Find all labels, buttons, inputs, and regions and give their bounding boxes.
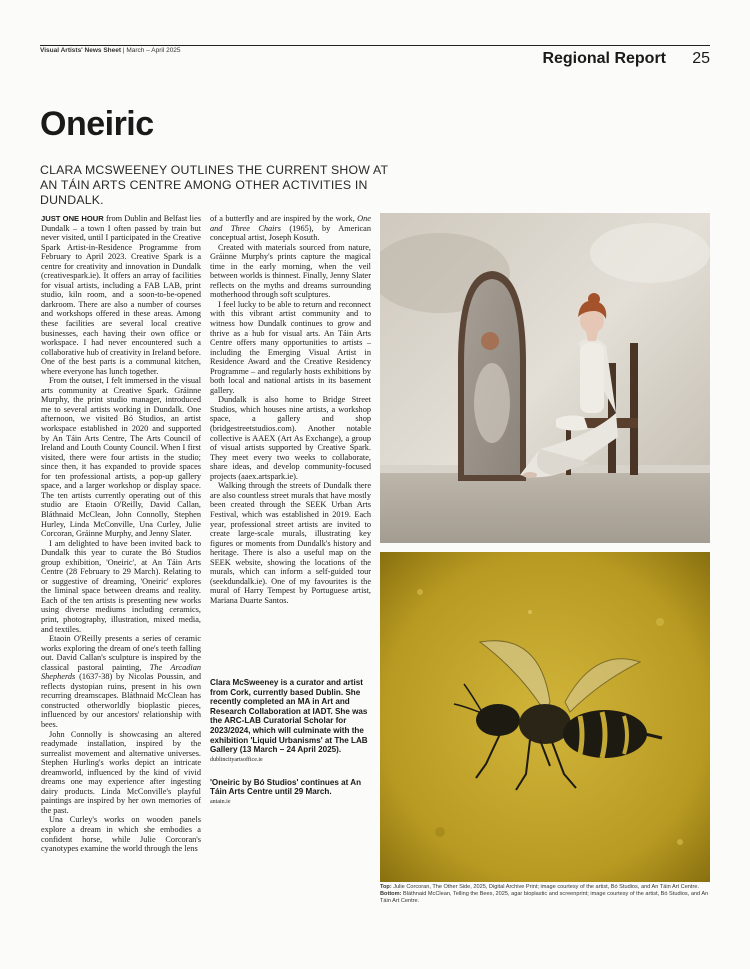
photo-illustration-bee [380,552,710,882]
artwork-title: The Arcadian Shepherds [41,662,201,682]
author-bio [210,678,372,806]
issue-date: March – April 2025 [126,47,181,54]
exhibition-note: 'Oneiric by Bó Studios' continues at An Táin Arts Centre until 29 March. [210,777,362,797]
paragraph: Una Curley's works on wooden panels explore a dream in which she embodies a confident horse, while Julie Corcoran's cyanotypes examine the world through the lens [41,815,201,854]
paragraph [210,214,371,243]
paragraph: Dundalk is also home to Bridge Street Studios, which houses nine artists, a workshop space, a gallery and shop (bridgestreetstudios.com). Another notable collective is AAEX (Art As Exchange), a group of visual artists supported by Creative Spark. They meet every two weeks to collaborate, share ideas, and develop community-focused projects (aaex.artspark.ie). [210,395,371,481]
page-number: 25 [692,50,710,67]
section-title: Regional Report [542,50,666,67]
paragraph-text: of a butterfly and are inspired by the work, [210,214,358,223]
photo-illustration-woman-mirror [380,213,710,543]
bio-link[interactable]: dublincityartsoffice.ie [210,756,263,763]
paragraph: Walking through the streets of Dundalk there are also countless street murals that have mostly been created through the SEEK Urban Arts Festival, which was established in 2019. Each year, professional street artists are invited to create large-scale murals, illustrating key figures or moments from Dundalk's history and heritage. There is also a useful map on the SEEK website, showing the locations of the murals, which can inform a self-guided tour (seekdundalk.ie). One of my favourites is the mural of Harry Tempest by Portuguese artist, Mariana Duarte Santos. [210,481,371,605]
venue-link[interactable]: antain.ie [210,798,231,805]
paragraph: John Connolly is showcasing an altered readymade installation, inspired by the surrealist movement and alternative universes. Stephen Hurling's works depict an intricate dreamworld, influenced by the kind of vivid dreams one may experience after ingesting dairy products. Linda McConville's playful paintings are inspired by her own memories of the past. [41,729,201,815]
paragraph-text: (1965), by American conceptual artist, Joseph Kosuth. [210,223,371,243]
caption-label-bottom: Bottom: [380,891,402,897]
photo-telling-the-bees [380,552,710,882]
paragraph: Created with materials sourced from nature, Gráinne Murphy's prints capture the magical time in the early morning, when the veil between worlds is thinnest. Finally, Jenny Slater reflects on the myths and dreams surrounding motherhood through soft sculptures. [210,242,371,300]
paragraph [41,214,201,376]
paragraph-text: (1637-38) by Nicolas Poussin, and reflects dystopian ruins, present in his own recurring dreamscapes. Bláthnaid McClean has constructed otherworldly bioplastic pieces, influenced by our ancestors' relationship with bees. [41,672,201,729]
article-column-1 [41,214,201,939]
photo-the-other-side [380,213,710,543]
paragraph-text: Etaoin O'Reilly presents a series of ceramic works exploring the dream of one's teeth falling out. David Callan's sculpture is inspired by the classical pastoral painting, [41,634,201,672]
paragraph-text: from Dublin and Belfast lies Dundalk – a town I often passed by train but never visited, until I participated in the Creative Spark Artist-in-Residence Programme from February to April 2023. Creative Spark is a centre for creativity and innovation in Dundalk (creativespark.ie). It offers an array of facilities for visual artists, including a FAB LAB, print studio, kiln room, and a soon-to-be-opened darkroom. There are also a number of courses and workshops offered in these areas. Among these facilities are several local creative businesses, each having their own office or workspace. I had never encountered such a collaborative hub of creativity in Ireland before. One of the best parts is a communal kitchen, where everyone has lunch together. [41,214,201,376]
lead-in: JUST ONE HOUR [41,214,104,223]
masthead: Visual Artists' News Sheet | March – April 2025 [40,47,181,54]
caption-label-top: Top: [380,884,392,890]
standfirst: CLARA MCSWEENEY OUTLINES THE CURRENT SHOW AT AN TÁIN ARTS CENTRE AMONG OTHER ACTIVITIES IN DUNDALK. [40,163,388,207]
article-title: Oneiric [40,105,154,143]
bio-text: Clara McSweeney is a curator and artist from Cork, currently based Dublin. She recently completed an MA in Art and Research Collaboration at IADT. She was the ARC-LAB Curatorial Scholar for 2023/2024, which will culminate with the exhibition 'Liquid Urbanisms' at The LAB Gallery (13 March – 24 April 2025). [210,678,368,755]
paragraph: From the outset, I felt immersed in the visual arts community at Creative Spark. Gráinne Murphy, the print studio manager, introduced me to several artists working in Dundalk. One afternoon, we visited Bó Studios, an artist workspace established in 2020 and supported by An Táin Arts Centre, The Arts Council of Ireland and Louth County Council. When I first visited, there were four artists in the studio; since then, it has expanded to provide spaces for ten professional artists, a pop-up gallery space, and a larger workshop or display space. The ten artists currently operating out of this studio are Etaoin O'Reilly, David Callan, Bláthnaid McClean, John Connolly, Stephen Hurley, Linda McConville, Una Curley, Julie Corcoran, Gráinne Murphy, and Jenny Slater. [41,376,201,539]
top-rule [40,45,710,46]
publication-name: Visual Artists' News Sheet [40,47,122,54]
caption-bottom: Bláthnaid McClean, Telling the Bees, 2025, agar bioplastic and screenprint; image courtesy of the artist, Bó Studios, and An Táin Art Centre. [380,891,709,904]
caption-top: Julie Corcoran, The Other Side, 2025, Digital Archive Print; image courtesy of the artist, Bó Studios, and An Táin Art Centre. [391,884,699,890]
photo-captions [380,884,710,905]
paragraph: I am delighted to have been invited back to Dundalk this year to curate the Bó Studios group exhibition, 'Oneiric', at An Táin Arts Centre (28 February to 29 March). Relating to or suggestive of dreaming, 'Oneiric' explores the liminal space between dreams and reality. Each of the ten artists is presenting new works using diverse mediums including ceramics, print, photography, illustration, mixed media, and textiles. [41,538,201,634]
artwork-title: One and Three Chairs [210,214,371,233]
paragraph: I feel lucky to be able to return and reconnect with this vibrant artist community and to witness how Dundalk continues to grow and thrive as a hub for visual arts. An Táin Arts Centre offers many opportunities to artists – including the Emerging Visual Artist in Residence Award and the Creative Residency Programme – and regularly hosts exhibitions by both local and national artists in its basement gallery. [210,299,371,395]
paragraph [41,634,201,729]
